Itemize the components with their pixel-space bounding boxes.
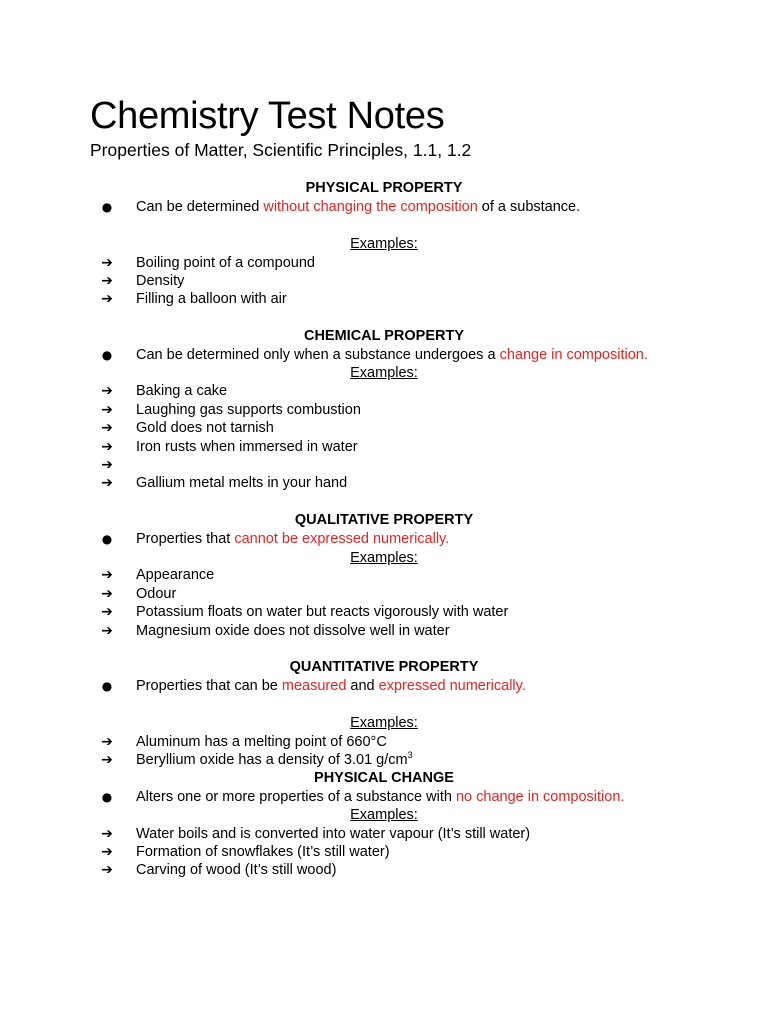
definition-physical-change xyxy=(0,788,768,806)
arrow-right-icon: ➔ xyxy=(101,420,113,436)
heading-qualitative-property: QUALITATIVE PROPERTY xyxy=(294,512,474,528)
list-item: ➔ Iron rusts when immersed in water xyxy=(0,438,768,456)
examples-label: Examples: xyxy=(350,236,418,252)
definition-chemical-property xyxy=(0,346,768,364)
bullet-icon: ● xyxy=(101,532,113,546)
arrow-right-icon: ➔ xyxy=(101,383,113,399)
list-item: ➔ Appearance xyxy=(0,566,768,584)
list-item: ➔ Magnesium oxide does not dissolve well in water xyxy=(0,622,768,640)
examples-label: Examples: xyxy=(350,807,418,823)
heading-physical-property: PHYSICAL PROPERTY xyxy=(305,180,463,196)
bullet-icon: ● xyxy=(101,200,113,214)
definition-text: Properties that can be measured and expressed numerically. xyxy=(136,678,526,694)
bullet-icon: ● xyxy=(101,348,113,362)
arrow-right-icon: ➔ xyxy=(101,402,113,418)
arrow-right-icon: ➔ xyxy=(101,586,113,602)
list-item: ➔ Carving of wood (It’s still wood) xyxy=(0,861,768,879)
arrow-right-icon: ➔ xyxy=(101,604,113,620)
definition-text: Alters one or more properties of a substance with no change in composition. xyxy=(136,789,625,805)
arrow-right-icon: ➔ xyxy=(101,734,113,750)
definition-quantitative-property xyxy=(0,677,768,695)
list-item: ➔ Odour xyxy=(0,585,768,603)
arrow-right-icon: ➔ xyxy=(101,567,113,583)
arrow-right-icon: ➔ xyxy=(101,475,113,491)
arrow-right-icon: ➔ xyxy=(101,255,113,271)
heading-physical-change: PHYSICAL CHANGE xyxy=(314,770,454,786)
arrow-right-icon: ➔ xyxy=(101,457,113,473)
arrow-right-icon: ➔ xyxy=(101,826,113,842)
definition-text: Can be determined only when a substance undergoes a change in composition. xyxy=(136,347,648,363)
list-item: ➔ Boiling point of a compound xyxy=(0,254,768,272)
list-item: ➔ Baking a cake xyxy=(0,382,768,400)
list-item: ➔ Gold does not tarnish xyxy=(0,419,768,437)
list-item: ➔ Laughing gas supports combustion xyxy=(0,401,768,419)
definition-text: Properties that cannot be expressed numerically. xyxy=(136,531,450,547)
bullet-icon: ● xyxy=(101,679,113,693)
arrow-right-icon: ➔ xyxy=(101,439,113,455)
list-item: ➔ Density xyxy=(0,272,768,290)
page-title: Chemistry Test Notes xyxy=(90,95,445,137)
list-item: ➔ Gallium metal melts in your hand xyxy=(0,474,768,492)
list-item: ➔ Beryllium oxide has a density of 3.01 $g/cm^3$ xyxy=(0,751,768,769)
arrow-right-icon: ➔ xyxy=(101,752,113,768)
examples-label: Examples: xyxy=(350,550,418,566)
list-item-empty xyxy=(0,456,768,474)
bullet-icon: ● xyxy=(101,790,113,804)
arrow-right-icon: ➔ xyxy=(101,623,113,639)
definition-text: Can be determined without changing the composition of a substance. xyxy=(136,199,581,215)
definition-physical-property xyxy=(0,198,768,216)
arrow-right-icon: ➔ xyxy=(101,291,113,307)
arrow-right-icon: ➔ xyxy=(101,844,113,860)
list-item: ➔ Filling a balloon with air xyxy=(0,290,768,308)
arrow-right-icon: ➔ xyxy=(101,273,113,289)
examples-label: Examples: xyxy=(350,365,418,381)
list-item: ➔ Potassium floats on water but reacts vigorously with water xyxy=(0,603,768,621)
list-item: ➔ Water boils and is converted into water vapour (It’s still water) xyxy=(0,825,768,843)
heading-chemical-property: CHEMICAL PROPERTY xyxy=(303,328,465,344)
page-subtitle: Properties of Matter, Scientific Principles, 1.1, 1.2 xyxy=(90,140,472,160)
arrow-right-icon: ➔ xyxy=(101,862,113,878)
definition-qualitative-property xyxy=(0,530,768,548)
list-item: ➔ Formation of snowflakes (It’s still water) xyxy=(0,843,768,861)
examples-label: Examples: xyxy=(350,715,418,731)
list-item: ➔ Aluminum has a melting point of 660°C xyxy=(0,733,768,751)
heading-quantitative-property: QUANTITATIVE PROPERTY xyxy=(289,659,479,675)
